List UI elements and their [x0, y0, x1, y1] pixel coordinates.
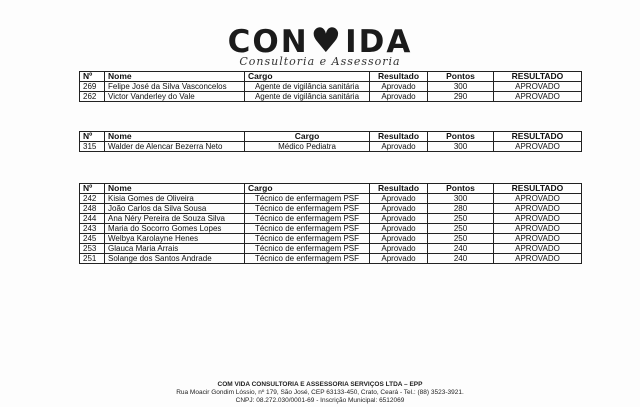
results-table-2 [79, 131, 582, 152]
cell-pontos: 300 [428, 142, 494, 152]
footer-cnpj: CNPJ: 08.272.030/0001-69 - Inscrição Municipal: 6512069 [235, 397, 405, 404]
heart-icon: ♥ [310, 21, 344, 61]
col-final-header: RESULTADO [494, 72, 582, 82]
cell-cargo: Agente de vigilância sanitária [245, 92, 370, 102]
cell-name: Solange dos Santos Andrade [105, 254, 245, 264]
table-row [80, 244, 582, 254]
cell-cargo: Técnico de enfermagem PSF [245, 224, 370, 234]
col-pontos-header: Pontos [428, 132, 494, 142]
cell-cargo: Técnico de enfermagem PSF [245, 204, 370, 214]
col-pontos-header: Pontos [428, 184, 494, 194]
table-row [80, 214, 582, 224]
cell-resultado: Aprovado [370, 224, 428, 234]
cell-num: 251 [80, 254, 105, 264]
cell-final: APROVADO [494, 234, 582, 244]
cell-num: 315 [80, 142, 105, 152]
logo-right-text: IDA [345, 24, 413, 60]
col-name-header: Nome [105, 184, 245, 194]
cell-cargo: Técnico de enfermagem PSF [245, 234, 370, 244]
table-row [80, 204, 582, 214]
cell-resultado: Aprovado [370, 92, 428, 102]
cell-name: Felipe José da Silva Vasconcelos [105, 82, 245, 92]
cell-final: APROVADO [494, 244, 582, 254]
table-row [80, 92, 582, 102]
col-cargo-header: Cargo [245, 72, 370, 82]
cell-resultado: Aprovado [370, 254, 428, 264]
cell-cargo: Agente de vigilância sanitária [245, 82, 370, 92]
col-num-header: Nº [80, 72, 105, 82]
cell-resultado: Aprovado [370, 214, 428, 224]
cell-pontos: 300 [428, 194, 494, 204]
cell-pontos: 300 [428, 82, 494, 92]
results-table-1 [79, 71, 582, 102]
cell-pontos: 250 [428, 224, 494, 234]
cell-final: APROVADO [494, 82, 582, 92]
cell-num: 262 [80, 92, 105, 102]
col-resultado-header: Resultado [370, 132, 428, 142]
cell-name: Ana Néry Pereira de Souza Silva [105, 214, 245, 224]
cell-pontos: 240 [428, 254, 494, 264]
table-header-row [80, 72, 582, 82]
col-final-header: RESULTADO [494, 132, 582, 142]
cell-final: APROVADO [494, 214, 582, 224]
table-row [80, 234, 582, 244]
cell-name: Glauca Maria Arrais [105, 244, 245, 254]
cell-cargo: Técnico de enfermagem PSF [245, 194, 370, 204]
cell-name: João Carlos da Silva Sousa [105, 204, 245, 214]
col-cargo-header: Cargo [245, 184, 370, 194]
col-num-header: Nº [80, 184, 105, 194]
cell-final: APROVADO [494, 194, 582, 204]
cell-pontos: 250 [428, 234, 494, 244]
cell-resultado: Aprovado [370, 244, 428, 254]
logo-wordmark [0, 21, 640, 61]
cell-final: APROVADO [494, 92, 582, 102]
col-resultado-header: Resultado [370, 72, 428, 82]
cell-pontos: 250 [428, 214, 494, 224]
cell-num: 243 [80, 224, 105, 234]
cell-cargo: Técnico de enfermagem PSF [245, 244, 370, 254]
cell-name: Victor Vanderley do Vale [105, 92, 245, 102]
logo-subtitle: Consultoria e Assessoria [239, 55, 401, 68]
cell-num: 245 [80, 234, 105, 244]
cell-resultado: Aprovado [370, 194, 428, 204]
col-final-header: RESULTADO [494, 184, 582, 194]
footer-company: COM VIDA CONSULTORIA E ASSESSORIA SERVIÇOS LTDA – EPP [217, 381, 423, 388]
cell-final: APROVADO [494, 254, 582, 264]
cell-name: Kisia Gomes de Oliveira [105, 194, 245, 204]
table-row [80, 254, 582, 264]
cell-num: 248 [80, 204, 105, 214]
cell-num: 242 [80, 194, 105, 204]
results-table-3 [79, 183, 582, 264]
cell-pontos: 240 [428, 244, 494, 254]
cell-num: 253 [80, 244, 105, 254]
cell-name: Welbya Karolayne Henes [105, 234, 245, 244]
table-row [80, 142, 582, 152]
company-logo [0, 21, 640, 70]
cell-cargo: Médico Pediatra [245, 142, 370, 152]
cell-final: APROVADO [494, 142, 582, 152]
cell-cargo: Técnico de enfermagem PSF [245, 254, 370, 264]
col-cargo-header: Cargo [245, 132, 370, 142]
cell-final: APROVADO [494, 204, 582, 214]
cell-pontos: 290 [428, 92, 494, 102]
logo-left-text: CON [227, 24, 309, 60]
cell-resultado: Aprovado [370, 82, 428, 92]
table-row [80, 224, 582, 234]
cell-num: 269 [80, 82, 105, 92]
footer-address: Rua Moacir Gondim Lóssio, nº 179, São José, CEP 63133-450, Crato, Ceará - Tel.: (88) 3523-3921. [176, 389, 464, 396]
col-num-header: Nº [80, 132, 105, 142]
cell-name: Walder de Alencar Bezerra Neto [105, 142, 245, 152]
table-header-row [80, 184, 582, 194]
cell-pontos: 280 [428, 204, 494, 214]
cell-final: APROVADO [494, 224, 582, 234]
cell-resultado: Aprovado [370, 234, 428, 244]
cell-resultado: Aprovado [370, 142, 428, 152]
cell-num: 244 [80, 214, 105, 224]
col-name-header: Nome [105, 132, 245, 142]
col-resultado-header: Resultado [370, 184, 428, 194]
table-header-row [80, 132, 582, 142]
table-row [80, 194, 582, 204]
table-row [80, 82, 582, 92]
col-name-header: Nome [105, 72, 245, 82]
cell-cargo: Técnico de enfermagem PSF [245, 214, 370, 224]
col-pontos-header: Pontos [428, 72, 494, 82]
cell-name: Maria do Socorro Gomes Lopes [105, 224, 245, 234]
cell-resultado: Aprovado [370, 204, 428, 214]
